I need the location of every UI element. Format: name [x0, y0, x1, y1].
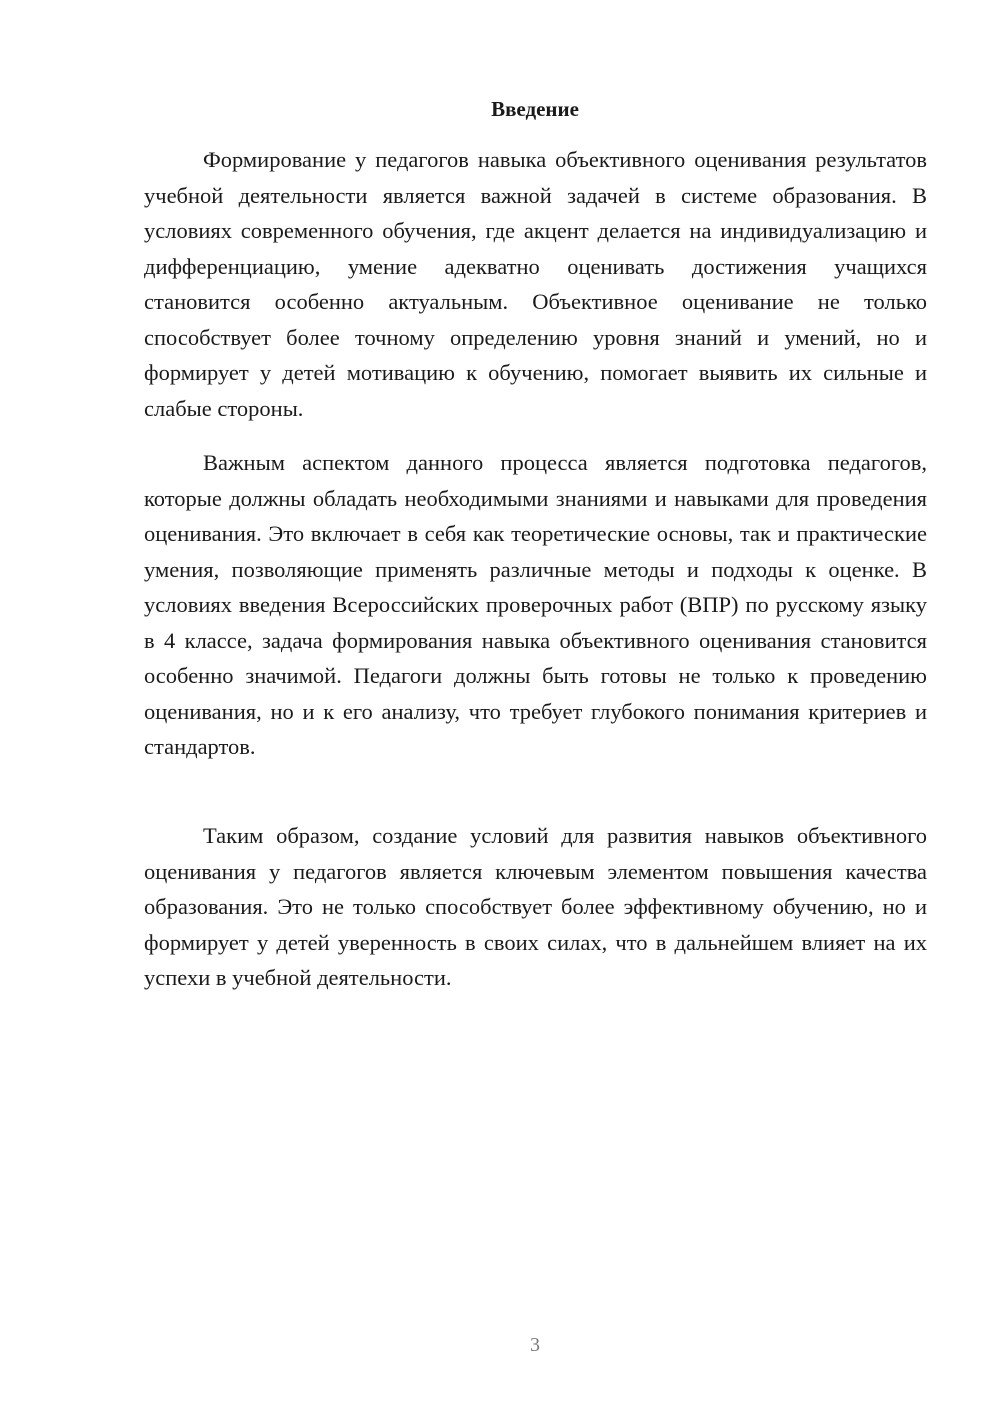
- page-number: 3: [530, 1334, 540, 1356]
- paragraph-3: Таким образом, создание условий для развития навыков объективного оценивания у педагогов является ключевым элементом повышения качества образования. Это не только способствует более эффективному обучению, но и формирует у детей уверенность в своих силах, что в дальнейшем влияет на их успехи в учебной деятельности.: [144, 823, 927, 990]
- page-title: Введение: [491, 97, 579, 121]
- paragraph-2: Важным аспектом данного процесса является подготовка педагогов, которые должны обладать необходимыми знаниями и навыками для проведения оценивания. Это включает в себя как теоретические основы, так и практические умения, позволяющие применять различные методы и подходы к оценке. В условиях введения Всероссийских проверочных работ (ВПР) по русскому языку в 4 классе, задача формирования навыка объективного оценивания становится особенно значимой. Педагоги должны быть готовы не только к проведению оценивания, но и к его анализу, что требует глубокого понимания критериев и стандартов.: [144, 450, 927, 759]
- paragraph-1: Формирование у педагогов навыка объективного оценивания результатов учебной деятельности является важной задачей в системе образования. В условиях современного обучения, где акцент делается на индивидуализацию и дифференциацию, умение адекватно оценивать достижения учащихся становится особенно актуальным. Объективное оценивание не только способствует более точному определению уровня знаний и умений, но и формирует у детей мотивацию к обучению, помогает выявить их сильные и слабые стороны.: [144, 147, 927, 421]
